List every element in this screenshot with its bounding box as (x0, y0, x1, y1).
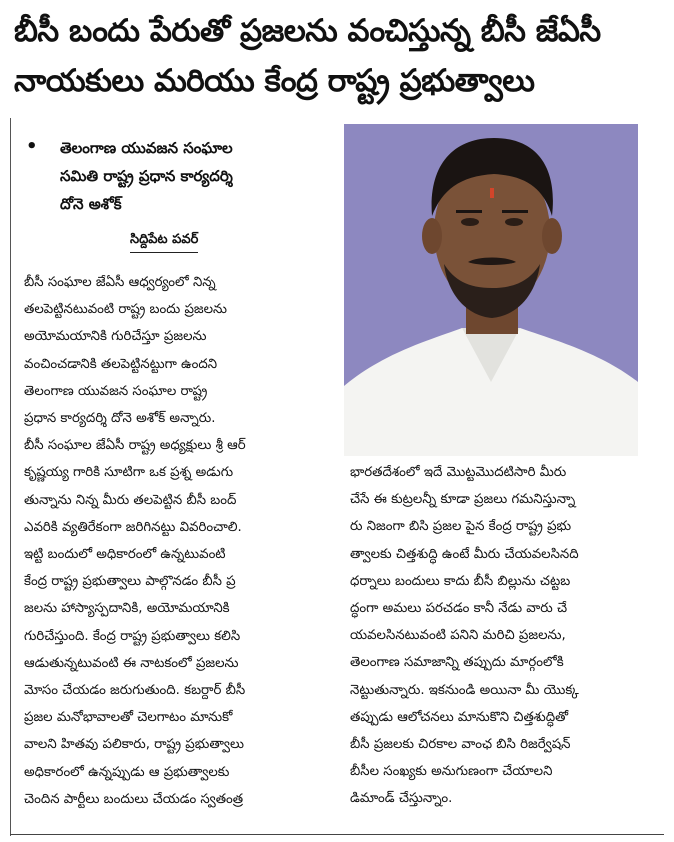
bullet-icon: • (26, 136, 38, 157)
body-line: ధర్నాలు బందులు కాదు బీసీ బిల్లును చట్టబ (350, 573, 571, 589)
body-column-left (24, 269, 326, 813)
body-line: ఎవరికి వ్యతిరేకంగా జరిగినట్టు వివరించాలి. (24, 519, 242, 535)
body-line: ప్రజల మనోభావాలతో చెలగాటం మానుకో (24, 710, 233, 726)
body-line: త్వాలకు చిత్తశుద్ధి ఉంటే మీరు చేయవలసినది (350, 546, 579, 562)
body-column-right (350, 459, 640, 813)
body-line: తలపెట్టినటువంటి రాష్ట్ర బందు ప్రజలను (24, 302, 227, 318)
body-line: రు నిజంగా బిసి ప్రజల పైన కేంద్ర రాష్ట్ర ప్రభు (350, 519, 572, 535)
body-line: బీసీల సంఖ్యకు అనుగుణంగా చేయాలని (350, 764, 553, 780)
body-line: ప్రధాన కార్యదర్శి దోనె అశోక్ అన్నారు. (24, 411, 216, 427)
body-line: బీసీ ప్రజలకు చిరకాల వాంఛ బిసి రిజర్వేషన్ (350, 737, 571, 753)
subheading-line: దోనె అశోక్ (60, 195, 122, 213)
body-line: మోసం చేయడం జరుగుతుంది. కబర్దార్ బీసీ (24, 683, 246, 699)
body-line: డిమాండ్ చేస్తున్నాం. (350, 791, 453, 807)
byline: సిద్దిపేట పవర్ (130, 232, 198, 253)
body-line: ద్ధంగా అమలు పరచడం కానీ నేడు వారు చే (350, 601, 568, 617)
body-line: కేంద్ర రాష్ట్ర ప్రభుత్వాలు పాల్గొనడం బీసీ ప్ర (24, 574, 236, 590)
body-line: బీసీ సంఘాల జేఏసీ ఆధ్వర్యంలో నిన్న (24, 275, 216, 290)
body-line: బీసీ సంఘాల జేఏసీ రాష్ట్ర అధ్యక్షులు శ్రీ ఆర్ (24, 438, 246, 454)
subheading-line: తెలంగాణ యువజన సంఘాల (60, 139, 233, 157)
headline (14, 6, 664, 106)
body-line: కృష్ణయ్య గారికి సూటిగా ఒక ప్రశ్న అడుగు (24, 465, 234, 481)
column-divider (10, 118, 11, 836)
body-line: తెలంగాణ సమాజాన్ని తప్పుదు మార్గంలోకి (350, 655, 564, 671)
body-line: గురిచేస్తుంది. కేంద్ర రాష్ట్ర ప్రభుత్వాలు కలిసి (24, 628, 241, 644)
body-line: జలను హాస్యాస్పదానికి, అయోమయానికి (24, 601, 230, 617)
body-line: చేసే ఈ కుట్రలన్నీ కూడా ప్రజలు గమనిస్తున్నా (350, 492, 576, 508)
body-line: తెలంగాణ యువజన సంఘాల రాష్ట్ర (24, 383, 208, 399)
bottom-divider (10, 834, 664, 835)
body-line: తున్నాను నిన్న మీరు తలపెట్టిన బీసీ బంద్ (24, 492, 237, 508)
portrait-icon (344, 124, 638, 456)
body-line: తప్పుడు ఆలోచనలు మానుకొని చిత్తశుద్ధితో (350, 709, 569, 725)
body-line: భారతదేశంలో ఇదే మొట్టమొదటిసారి మీరు (350, 465, 567, 480)
subheading (26, 134, 326, 218)
subheading-text (60, 134, 326, 218)
body-line: అయోమయానికి గురిచేస్తూ ప్రజలను (24, 329, 207, 345)
body-line: నెట్టుతున్నారు. ఇకనుండి అయినా మీ యొక్క (350, 682, 579, 698)
body-line: వాలని హితవు పలికారు, రాష్ట్ర ప్రభుత్వాలు (24, 737, 244, 753)
body-line: అధికారంలో ఉన్నప్పుడు ఆ ప్రభుత్వాలకు (24, 764, 230, 780)
headline-line-1: బీసీ బందు పేరుతో ప్రజలను వంచిస్తున్న బీసీ జేఏసీ (14, 13, 601, 49)
headline-line-2: నాయకులు మరియు కేంద్ర రాష్ట్ర ప్రభుత్వాలు (14, 63, 535, 99)
body-line: చెందిన పార్టీలు బందులు చేయడం స్వతంత్ర (24, 791, 244, 807)
body-line: యవలసినటువంటి పనిని మరిచి ప్రజలను, (350, 628, 566, 644)
body-line: వంచించడానికి తలపెట్టినట్టుగా ఉందని (24, 356, 218, 372)
body-line: ఆడుతున్నటువంటి ఈ నాటకంలో ప్రజలను (24, 655, 239, 671)
subheading-line: సమితి రాష్ట్ర ప్రధాన కార్యదర్శి (60, 167, 233, 185)
body-line: ఇట్టి బందులో అధికారంలో ఉన్నటువంటి (24, 547, 226, 563)
portrait-photo (344, 124, 638, 456)
